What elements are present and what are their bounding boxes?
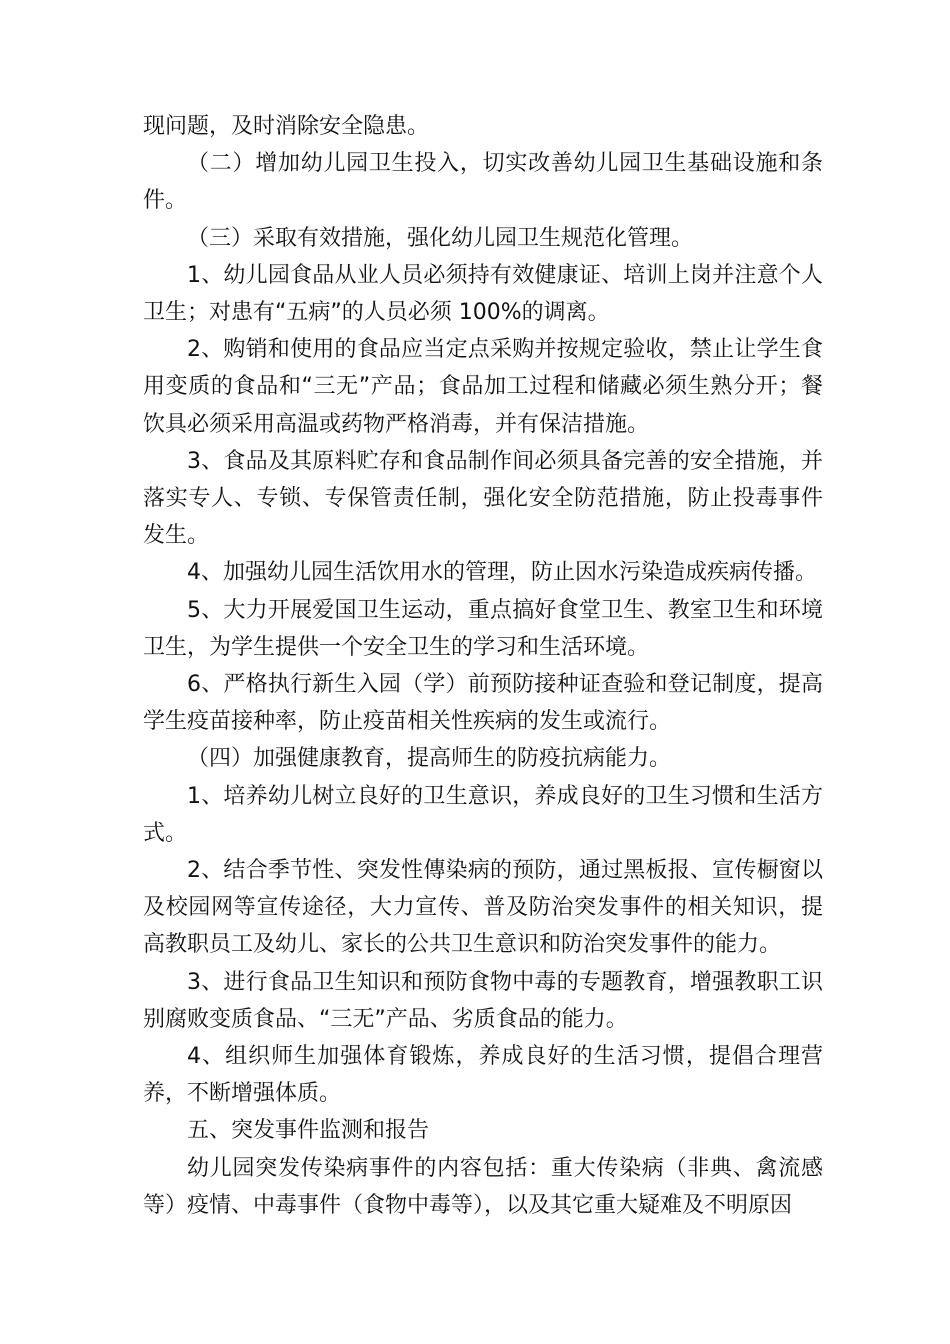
- paragraph: 2、购销和使用的食品应当定点采购并按规定验收，禁止让学生食用变质的食品和“三无”产品；食品加工过程和储藏必须生熟分开；餐饮具必须采用高温或药物严格消毒，并有保洁措施。: [143, 337, 823, 437]
- section-heading: 五、突发事件监测和报告: [187, 1118, 430, 1144]
- paragraph: 现问题，及时消除安全隐患。: [143, 114, 430, 139]
- paragraph: 6、严格执行新生入园（学）前预防接种证查验和登记制度，提高学生疫苗接种率，防止疫苗相关性疾病的发生或流行。: [143, 672, 823, 735]
- paragraph: 1、培养幼儿树立良好的卫生意识，养成良好的卫生习惯和生活方式。: [143, 783, 823, 846]
- paragraph: （四）加强健康教育，提高师生的防疫抗病能力。: [187, 746, 672, 772]
- paragraph: 幼儿园突发传染病事件的内容包括：重大传染病（非典、禽流感等）疫情、中毒事件（食物中毒等），以及其它重大疑难及不明原因: [143, 1155, 823, 1218]
- paragraph: 2、结合季节性、突发性傳染病的预防，通过黑板报、宣传橱窗以及校园网等宣传途径，大力宣传、普及防治突发事件的相关知识，提高教职员工及幼儿、家长的公共卫生意识和防治突发事件的能力。: [143, 858, 823, 958]
- paragraph: 3、进行食品卫生知识和预防食物中毒的专题教育，增强教职工识别腐败变质食品、“三无”产品、劣质食品的能力。: [143, 969, 823, 1032]
- paragraph: （三）采取有效措施，强化幼儿园卫生规范化管理。: [187, 225, 694, 251]
- paragraph: 1、幼儿园食品从业人员必须持有效健康证、培训上岗并注意个人卫生；对患有“五病”的人员必须 100%的调离。: [143, 262, 823, 326]
- document-page: [143, 108, 823, 1224]
- paragraph: 4、加强幼儿园生活饮用水的管理，防止因水污染造成疾病传播。: [187, 560, 817, 586]
- paragraph: （二）增加幼儿园卫生投入，切实改善幼儿园卫生基础设施和条件。: [143, 151, 823, 214]
- paragraph: 3、食品及其原料贮存和食品制作间必须具备完善的安全措施，并落实专人、专锁、专保管责任制，强化安全防范措施，防止投毒事件发生。: [143, 448, 823, 549]
- paragraph: 5、大力开展爱国卫生运动，重点搞好食堂卫生、教室卫生和环境卫生，为学生提供一个安全卫生的学习和生活环境。: [143, 597, 823, 660]
- paragraph: 4、组织师生加强体育锻炼，养成良好的生活习惯，提倡合理营养，不断增强体质。: [143, 1044, 823, 1107]
